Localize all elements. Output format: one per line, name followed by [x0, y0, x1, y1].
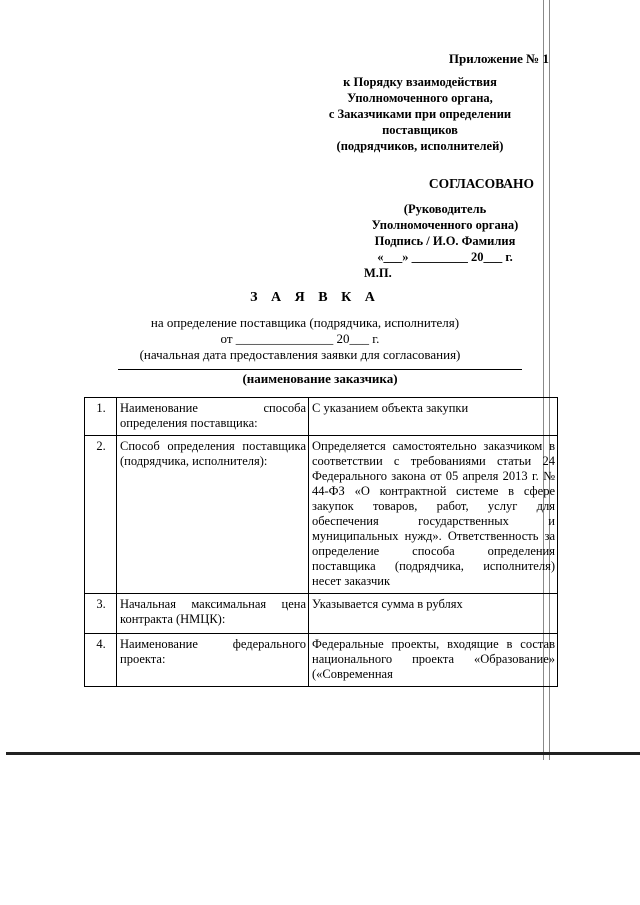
- appendix-block: [290, 51, 550, 154]
- request-table: [84, 397, 558, 687]
- appendix-line: поставщиков: [382, 123, 458, 137]
- row-value: Указывается сумма в рублях: [309, 594, 558, 634]
- row-number: 1.: [85, 398, 117, 436]
- row-value: Определяется самостоятельно заказчиком в соответствии с требованиями статьи 24 Федерального закона от 05 апреля 2013 г. № 44-ФЗ «О контрактной системе в сфере закупок товаров, работ, услуг для обеспечения государственных и муниципальных нужд». Ответственность за определение способа определения поставщика (подрядчика, исполнителя) несет заказчик: [309, 436, 558, 594]
- request-date-caption: (начальная дата предоставления заявки для согласования): [139, 347, 461, 362]
- row-label: Способ определения поставщика (подрядчика, исполнителя):: [117, 436, 309, 594]
- customer-caption: (наименование заказчика): [242, 371, 398, 386]
- stamp-place: М.П.: [364, 266, 392, 280]
- row-number: 3.: [85, 594, 117, 634]
- row-label: Наименование способа определения поставщика:: [117, 398, 309, 436]
- row-label: Наименование федерального проекта:: [117, 634, 309, 687]
- request-title: З А Я В К А: [250, 290, 380, 305]
- page-break-line: [6, 752, 640, 755]
- appendix-title: Приложение № 1: [448, 51, 549, 66]
- customer-name-line: [118, 369, 522, 370]
- approval-line: Уполномоченного органа): [371, 218, 519, 232]
- row-value: Федеральные проекты, входящие в состав национального проекта «Образование» («Современная: [309, 634, 558, 687]
- table-row: [85, 436, 558, 594]
- approval-title: СОГЛАСОВАНО: [428, 176, 534, 191]
- approval-date-line: «___» _________ 20___ г.: [377, 250, 513, 264]
- row-number: 2.: [85, 436, 117, 594]
- request-subtitle: на определение поставщика (подрядчика, исполнителя): [150, 315, 460, 330]
- approval-line: Подпись / И.О. Фамилия: [374, 234, 516, 248]
- table-row: [85, 634, 558, 687]
- row-value: С указанием объекта закупки: [309, 398, 558, 436]
- row-label: Начальная максимальная цена контракта (НМЦК):: [117, 594, 309, 634]
- appendix-line: (подрядчиков, исполнителей): [336, 139, 504, 153]
- table-row: [85, 594, 558, 634]
- appendix-line: Уполномоченного органа,: [347, 91, 493, 105]
- approval-line: (Руководитель: [403, 202, 487, 216]
- appendix-line: с Заказчиками при определении: [328, 107, 512, 121]
- table-row: [85, 398, 558, 436]
- request-header: [0, 290, 640, 363]
- appendix-line: к Порядку взаимодействия: [343, 75, 497, 89]
- approval-block: [340, 176, 550, 281]
- request-date-line: от _______________ 20___ г.: [220, 331, 380, 346]
- row-number: 4.: [85, 634, 117, 687]
